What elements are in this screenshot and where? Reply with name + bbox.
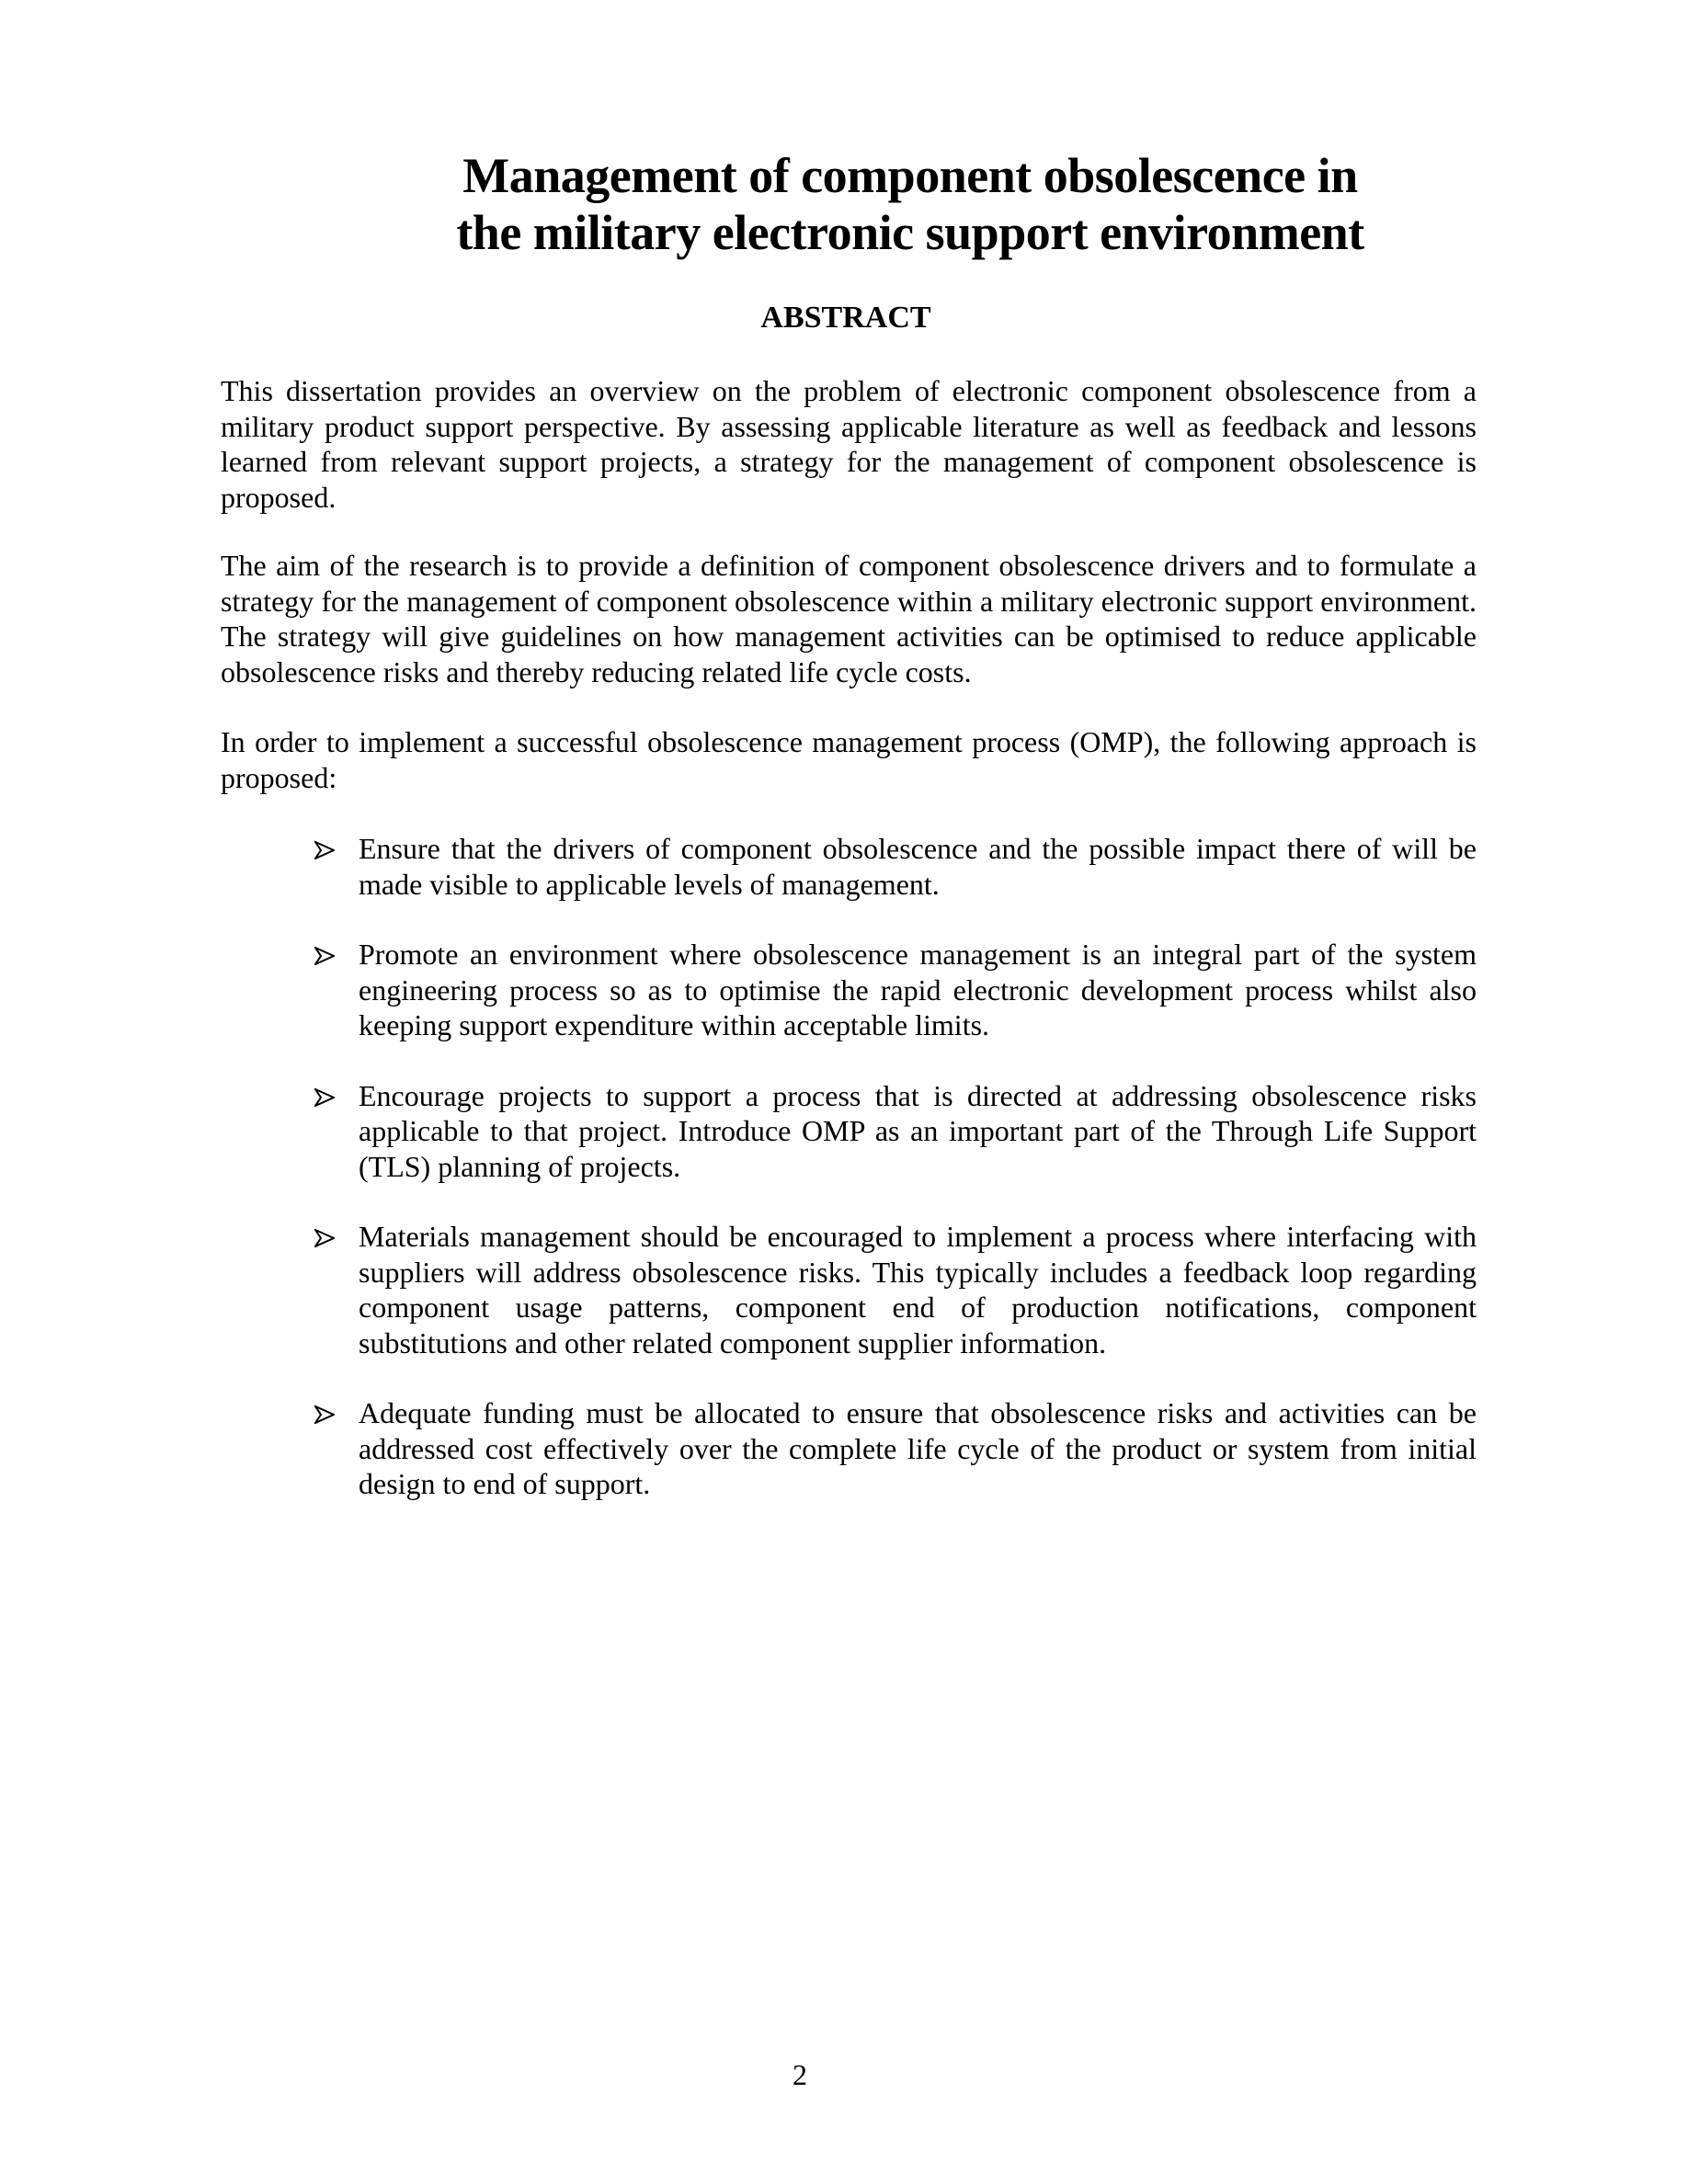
- bullet-text: Materials management should be encouraged to implement a process where interfacing with suppliers will address obsolescence risks. This typically includes a feedback loop regarding component usage patterns, component end of production notifications, component substitutions and other related component supplier information.: [359, 1220, 1477, 1359]
- bullet-text: Encourage projects to support a process that is directed at addressing obsolescence risks applicable to that project. Introduce OMP as an important part of the Through Life Support (TLS) planning of projects.: [359, 1078, 1477, 1183]
- bullet-text: Adequate funding must be allocated to ensure that obsolescence risks and activities can be addressed cost effectively over the complete life cycle of the product or system from initial design to end of support.: [359, 1396, 1477, 1500]
- abstract-paragraph-1: This dissertation provides an overview on the problem of electronic component obsolescence from a military product support perspective. By assessing applicable literature as well as feedback and lessons learned from relevant support projects, a strategy for the management of component obsolescence is proposed.: [221, 374, 1477, 514]
- bullet-item: [313, 1219, 1477, 1360]
- document-title: [221, 147, 1600, 261]
- abstract-heading: ABSTRACT: [760, 301, 931, 335]
- page-number: 2: [793, 2058, 807, 2091]
- title-line-2: the military electronic support environment: [456, 205, 1364, 260]
- bullet-text: Ensure that the drivers of component obsolescence and the possible impact there of will be made visible to applicable levels of management.: [359, 832, 1477, 901]
- bullet-item: [313, 937, 1477, 1043]
- arrowhead-bullet-icon: [313, 1078, 340, 1113]
- arrowhead-bullet-icon: [313, 1219, 340, 1254]
- arrowhead-bullet-icon: [313, 937, 340, 972]
- bullet-item: [313, 1395, 1477, 1502]
- abstract-paragraph-3: In order to implement a successful obsolescence management process (OMP), the following approach is proposed:: [221, 725, 1477, 794]
- bullet-item: [313, 831, 1477, 902]
- arrowhead-bullet-icon: [313, 1395, 340, 1430]
- abstract-paragraph-2: The aim of the research is to provide a definition of component obsolescence drivers and to formulate a strategy for the management of component obsolescence within a military electronic support environment. The strategy will give guidelines on how management activities can be optimised to reduce applicable obsolescence risks and thereby reducing related life cycle costs.: [221, 549, 1477, 688]
- title-line-1: Management of component obsolescence in: [462, 148, 1358, 203]
- arrowhead-bullet-icon: [313, 831, 340, 866]
- bullet-item: [313, 1078, 1477, 1185]
- bullet-text: Promote an environment where obsolescence management is an integral part of the system engineering process so as to optimise the rapid electronic development process whilst also keeping support expenditure within acceptable limits.: [359, 938, 1477, 1041]
- approach-bullet-list: [313, 831, 1477, 1537]
